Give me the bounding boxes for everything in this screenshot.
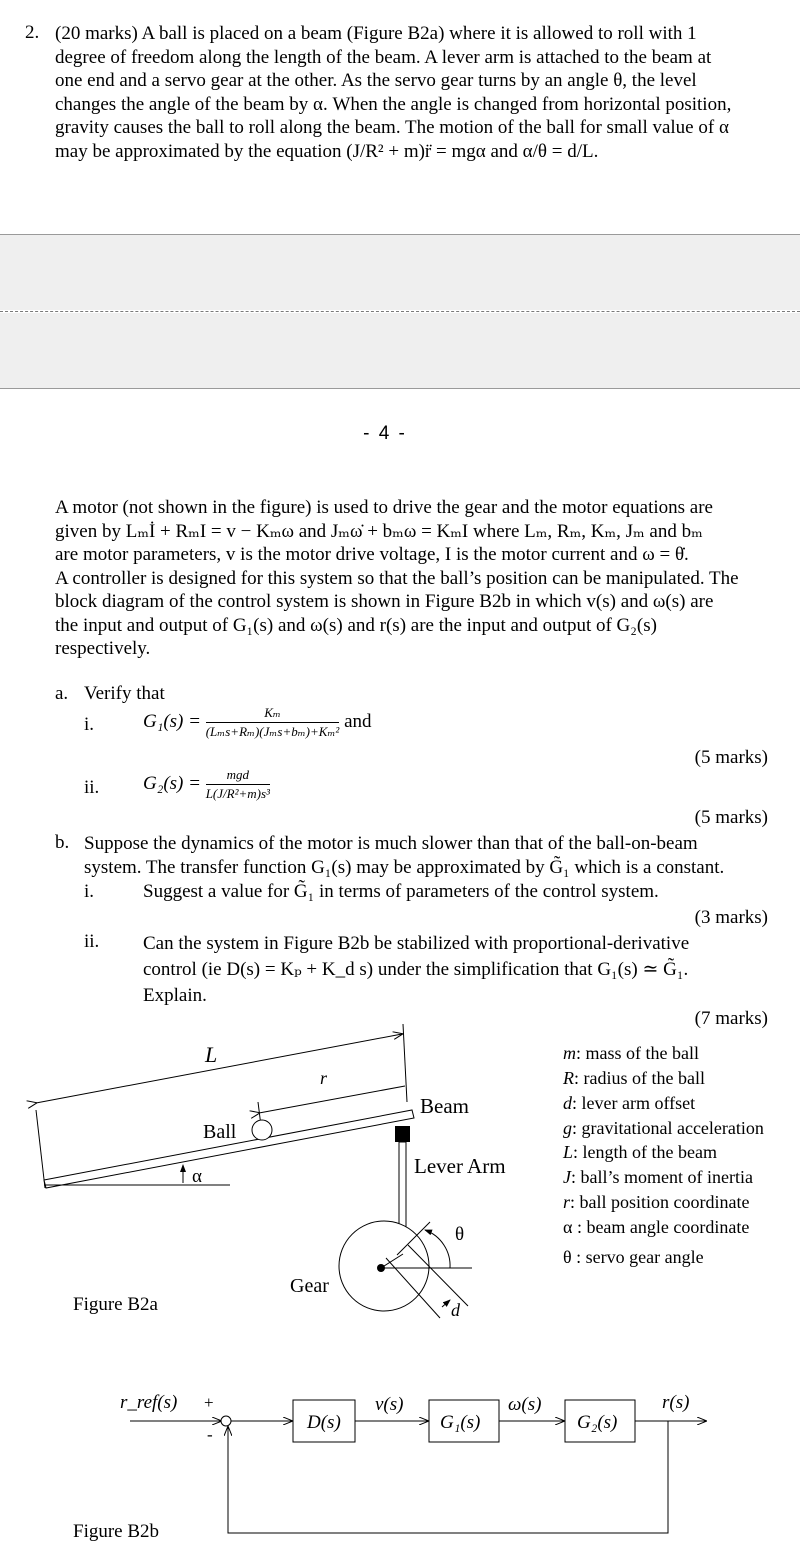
- legend-item: R: radius of the ball: [563, 1068, 705, 1088]
- g1-lhs: G₁(s) =: [143, 710, 201, 732]
- motor-paragraph: [55, 496, 785, 661]
- part-b-ii-line: Can the system in Figure B2b be stabilized with proportional-derivative: [143, 933, 690, 954]
- g2-numerator: mgd: [206, 767, 270, 785]
- page-break-bottom-rule: [0, 388, 800, 389]
- equation-g2: [143, 767, 270, 802]
- figure-b2b-diagram: [0, 1380, 800, 1555]
- intro-line: changes the angle of the beam by α. When the angle is changed from horizontal position,: [55, 93, 732, 115]
- label-r: r: [320, 1068, 328, 1088]
- summing-minus: -: [207, 1425, 213, 1444]
- part-b-ii-line: Explain.: [143, 985, 207, 1006]
- summing-plus: +: [204, 1393, 214, 1412]
- g1-denominator: (Lₘs+Rₘ)(Jₘs+bₘ)+Kₘ²: [205, 724, 340, 739]
- part-b-i-text: Suggest a value for G̃₁ in terms of parameters of the control system.: [143, 881, 659, 902]
- page-number: - 4 -: [363, 423, 407, 444]
- signal-w-label: ω(s): [508, 1394, 542, 1415]
- g1-fraction: [206, 705, 340, 740]
- d-arrow: [442, 1300, 450, 1307]
- block-D-label: D(s): [307, 1412, 341, 1433]
- marks-b-i: (3 marks): [694, 907, 768, 928]
- figure-b2b-caption: Figure B2b: [73, 1521, 160, 1542]
- legend-item: g: gravitational acceleration: [563, 1118, 764, 1138]
- part-b-ii-label: ii.: [84, 931, 100, 952]
- motor-line: the input and output of G₁(s) and ω(s) and r(s) are the input and output of G₂(s): [55, 614, 657, 636]
- part-a-title: Verify that: [84, 683, 165, 704]
- page-break-divider: [0, 311, 800, 312]
- marks-b-ii: (7 marks): [694, 1008, 768, 1029]
- marks-a-i: (5 marks): [694, 747, 768, 768]
- block-G1-label: G₁(s): [440, 1412, 481, 1433]
- label-alpha: α: [192, 1166, 202, 1187]
- legend-item: L: length of the beam: [563, 1142, 717, 1162]
- legend-item: r: ball position coordinate: [563, 1192, 750, 1212]
- intro-line: degree of freedom along the length of the beam. A lever arm is attached to the beam at: [55, 46, 712, 68]
- input-signal-label: r_ref(s): [120, 1392, 178, 1413]
- block-G2-label: G₂(s): [577, 1412, 618, 1433]
- part-b-text: [84, 832, 724, 880]
- part-b-label: b.: [55, 832, 70, 853]
- beam-left-extension: [36, 1110, 45, 1188]
- ball-shape: [252, 1120, 272, 1140]
- intro-line: gravity causes the ball to roll along the beam. The motion of the ball for small value of α: [55, 117, 729, 138]
- equation-g1: [143, 705, 372, 740]
- part-b-i-label: i.: [84, 881, 95, 902]
- beam-right-extension: [403, 1024, 407, 1102]
- output-signal-label: r(s): [662, 1392, 690, 1413]
- length-dimension-line: [36, 1034, 402, 1103]
- label-ball: Ball: [203, 1121, 237, 1143]
- motor-line: A motor (not shown in the figure) is used to drive the gear and the motor equations are: [55, 497, 713, 518]
- lever-pivot-block: [395, 1126, 410, 1142]
- question-number: 2.: [25, 22, 40, 43]
- label-theta: θ: [455, 1224, 465, 1245]
- label-beam: Beam: [420, 1094, 469, 1118]
- part-a-i-label: i.: [84, 714, 95, 735]
- legend-item: d: lever arm offset: [563, 1093, 696, 1113]
- intro-line: one end and a servo gear at the other. As the servo gear turns by an angle θ, the level: [55, 70, 697, 91]
- marks-a-ii: (5 marks): [694, 807, 768, 828]
- motor-line: respectively.: [55, 638, 151, 659]
- page-gap-lower: [0, 313, 800, 388]
- motor-line: A controller is designed for this system so that the ball’s position can be manipulated. The: [55, 567, 739, 589]
- motor-line: are motor parameters, v is the motor drive voltage, I is the motor current and ω = θ̇.: [55, 544, 689, 565]
- legend-item: J: ball’s moment of inertia: [563, 1167, 753, 1187]
- part-b-line: system. The transfer function G₁(s) may be approximated by G̃₁ which is a constant.: [84, 857, 725, 878]
- label-lever-arm: Lever Arm: [414, 1154, 506, 1178]
- part-a-ii-label: ii.: [84, 777, 100, 798]
- label-L: L: [205, 1042, 218, 1067]
- legend-item: α : beam angle coordinate: [563, 1217, 750, 1237]
- label-d: d: [451, 1300, 460, 1320]
- and-word: and: [344, 710, 372, 732]
- question-intro: [55, 22, 785, 163]
- intro-line: may be approximated by the equation (J/R² + m)r̈ = mgα and α/θ = d/L.: [55, 140, 599, 162]
- g1-numerator: Kₘ: [206, 705, 340, 723]
- part-a-label: a.: [55, 683, 69, 704]
- figure-b2a-caption: Figure B2a: [73, 1294, 158, 1315]
- legend-item: m: mass of the ball: [563, 1043, 699, 1063]
- part-b-ii-text: [143, 931, 689, 1009]
- figure-b2a-diagram: [0, 1020, 560, 1325]
- part-b-ii-line: control (ie D(s) = Kₚ + K_d s) under the simplification that G₁(s) ≃ G̃₁.: [143, 959, 689, 980]
- part-b-line: Suppose the dynamics of the motor is much slower than that of the ball-on-beam: [84, 833, 698, 854]
- legend-item: θ : servo gear angle: [563, 1247, 704, 1267]
- motor-line: block diagram of the control system is shown in Figure B2b in which v(s) and ω(s) are: [55, 591, 714, 612]
- motor-line: given by Lₘİ + RₘI = v − Kₘω and Jₘω̇ + bₘω = KₘI where Lₘ, Rₘ, Kₘ, Jₘ and bₘ: [55, 520, 703, 542]
- signal-v-label: v(s): [375, 1394, 404, 1415]
- position-dimension-line: [259, 1086, 405, 1113]
- g2-denominator: L(J/R²+m)s³: [205, 786, 270, 801]
- intro-line: (20 marks) A ball is placed on a beam (Figure B2a) where it is allowed to roll with 1: [55, 23, 697, 44]
- summing-junction: [221, 1416, 231, 1426]
- label-gear: Gear: [290, 1275, 329, 1297]
- page-gap-upper: [0, 235, 800, 310]
- g2-lhs: G₂(s) =: [143, 772, 201, 794]
- g2-fraction: [206, 767, 270, 802]
